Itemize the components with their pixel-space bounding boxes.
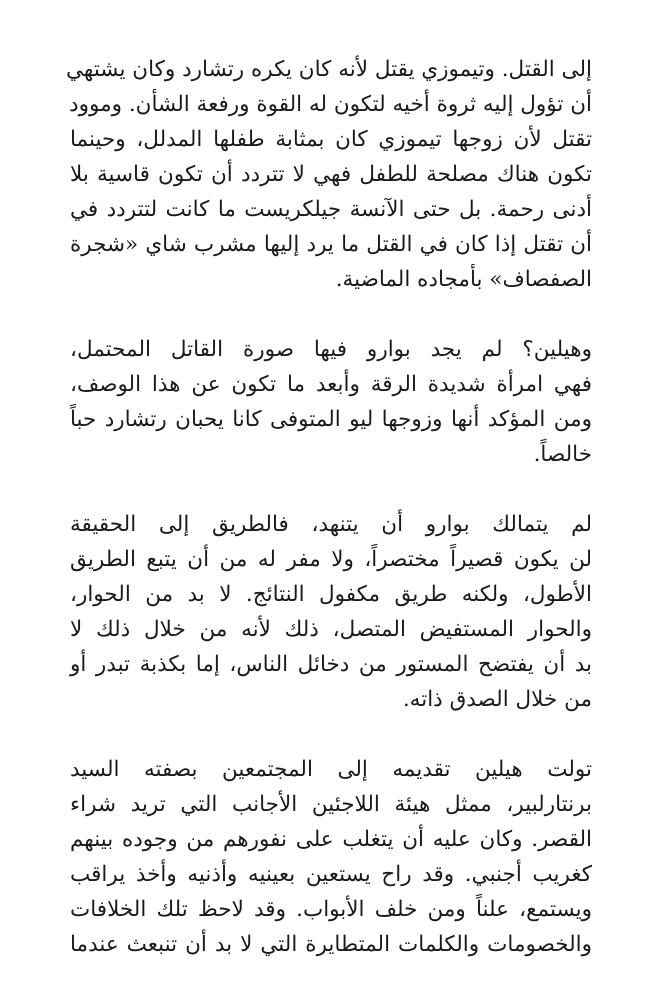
text-line: إلى القتل. وتيموزي يقتل لأنه كان يكره رتشارد وكان يشتهي <box>65 57 592 82</box>
text-line: وهيلين؟ لم يجد بوارو فيها صورة القاتل المحتمل، <box>70 337 592 362</box>
text-line: خالصاً. <box>533 442 592 467</box>
text-line: من خلال الصدق ذاته. <box>402 687 592 712</box>
text-line: لم يتمالك بوارو أن يتنهد، فالطريق إلى الحقيقة <box>70 512 592 537</box>
paragraph-1 <box>65 52 592 297</box>
text-line: القصر. وكان عليه أن يتغلب على نفورهم من وجوده بينهم <box>70 827 592 852</box>
text-line: لن يكون قصيراً مختصراً، ولا مفر له من أن يتبع الطريق <box>70 547 592 572</box>
text-line: أن تقتل إذا كان في القتل ما يرد إليها مشرب شاي «شجرة <box>70 232 592 257</box>
text-line: والحوار المستفيض المتصل، ذلك لأنه من خلال ذلك لا <box>70 617 592 642</box>
paragraph-2 <box>70 332 592 472</box>
text-line: تكون هناك مصلحة للطفل فهي لا تتردد أن تكون قاسية بلا <box>70 162 592 187</box>
text-line: تولت هيلين تقديمه إلى المجتمعين بصفته السيد <box>70 757 592 782</box>
text-line: كغريب أجنبي. وقد راح يستعين بعينيه وأذنيه وأخذ يراقب <box>70 862 592 887</box>
document-page <box>65 52 592 997</box>
paragraph-3 <box>70 507 592 717</box>
text-line: ومن المؤكد أنها وزوجها ليو المتوفى كانا يحبان رتشارد حباً <box>70 407 592 432</box>
text-line: ويستمع، علناً ومن خلف الأبواب. وقد لاحظ تلك الخلافات <box>70 897 592 922</box>
text-line: برنتارلبير، ممثل هيئة اللاجئين الأجانب التي تريد شراء <box>70 792 592 817</box>
text-line: الصفصاف» بأمجاده الماضية. <box>335 267 592 292</box>
text-line: تقتل لأن زوجها تيموزي كان بمثابة طفلها المدلل، وحينما <box>70 127 592 152</box>
text-line: أدنى رحمة. بل حتى الآنسة جيلكريست ما كانت لتتردد في <box>70 197 592 222</box>
text-line: أن تؤول إليه ثروة أخيه لتكون له القوة ورفعة الشأن. وموود <box>69 92 592 117</box>
text-line: الأطول، ولكنه طريق مكفول النتائج. لا بد من الحوار، <box>70 582 592 607</box>
text-line: بد أن يفتضح المستور من دخائل الناس، إما بكذبة تبدر أو <box>70 652 592 677</box>
paragraph-4 <box>70 752 592 962</box>
text-line: والخصومات والكلمات المتطايرة التي لا بد أن تنبعث عندما <box>70 932 592 957</box>
text-line: فهي امرأة شديدة الرقة وأبعد ما تكون عن هذا الوصف، <box>70 372 592 397</box>
